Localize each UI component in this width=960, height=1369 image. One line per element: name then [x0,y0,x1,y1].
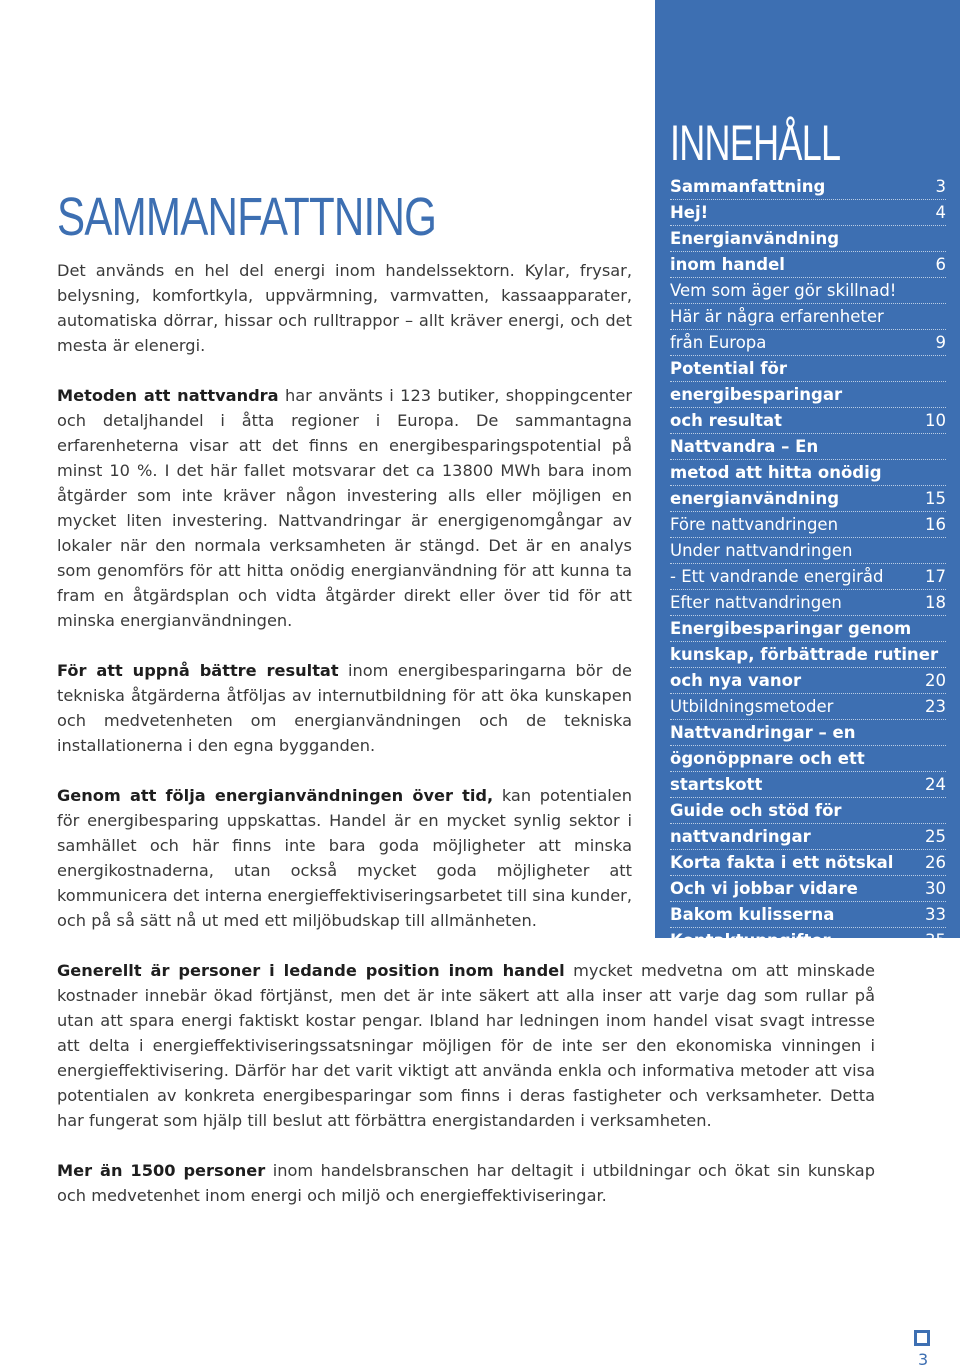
toc-entry[interactable] [670,304,946,330]
toc-entry-title: energibesparingar [670,385,843,404]
toc-entry[interactable] [670,772,946,798]
toc-entry-page: 9 [935,333,946,352]
toc-entry-page: 17 [925,567,946,586]
paragraph-follow-up [57,783,632,933]
paragraph-results [57,658,632,758]
toc-entry-page: 3 [935,177,946,196]
toc-entry-title: inom handel [670,255,785,274]
toc-entry[interactable] [670,460,946,486]
toc-entry-title: Hej! [670,203,709,222]
toc-entry[interactable] [670,694,946,720]
toc-entry-page: 33 [925,905,946,924]
toc-entry-page: 15 [925,489,946,508]
summary-wide [57,958,875,1233]
toc-entry-title: och nya vanor [670,671,802,690]
toc-list [670,174,946,954]
toc-entry-page: 23 [925,697,946,716]
toc-entry[interactable] [670,512,946,538]
toc-entry-title: Energibesparingar genom [670,619,912,638]
toc-entry-title: Guide och stöd för [670,801,842,820]
toc-entry[interactable] [670,616,946,642]
toc-entry[interactable] [670,928,946,954]
toc-entry-page: 30 [925,879,946,898]
toc-entry-title: Korta fakta i ett nötskal [670,853,894,872]
toc-entry[interactable] [670,642,946,668]
toc-entry[interactable] [670,746,946,772]
toc-entry[interactable] [670,408,946,434]
toc-entry-title: Nattvandra – En [670,437,819,456]
toc-entry-title: Under nattvandringen [670,541,853,560]
toc-entry[interactable] [670,798,946,824]
toc-entry[interactable] [670,538,946,564]
toc-entry-page: 26 [925,853,946,872]
paragraph-lead: Mer än 1500 personer [57,1161,266,1180]
toc-entry-title: kunskap, förbättrade rutiner [670,645,939,664]
paragraph-text: Det används en hel del energi inom handelssektorn. Kylar, frysar, belysning, komfortkyla, uppvärmning, varmvatten, kassaapparater, automatiska dörrar, hissar och rulltrappor – allt kräver energi, och det mesta är elenergi. [57,261,632,355]
toc-entry-title: Utbildningsmetoder [670,697,834,716]
toc-entry-page: 25 [925,827,946,846]
toc-entry[interactable] [670,590,946,616]
toc-entry[interactable] [670,876,946,902]
toc-entry-title: nattvandringar [670,827,811,846]
toc-entry-page: 35 [925,931,946,950]
toc-entry-title: från Europa [670,333,767,352]
toc-entry-title: Energianvändning [670,229,840,248]
toc-entry[interactable] [670,330,946,356]
paragraph-text: mycket medvetna om att minskade kostnader innebär ökad förtjänst, men det är inte säkert att alla inser att varje dag som rullar på utan att spara energi faktiskt kostar pengar. Ibland har ledningen inom handel visat svagt intresse att delta i energieffektiviseringssatsningar möjligen för de inte ser den ekonomiska vinningen i energieffektivisering. Därför har det varit viktigt att använda enkla och informativa metoder att visa potentialen av konkreta energibesparingar som finns i deras fastigheter och verksamheter. Detta har fungerat som hjälp till beslut att förbättra energistandarden i verksamheten. [57,961,875,1130]
paragraph-training [57,1158,875,1208]
toc-entry-page: 16 [925,515,946,534]
toc-entry-title: energianvändning [670,489,840,508]
paragraph-lead: Generellt är personer i ledande position inom handel [57,961,565,980]
paragraph-text: har använts i 123 butiker, shoppingcenter och detaljhandel i åtta regioner i Europa. De sammantagna erfarenheterna visar att det finns en energibesparingspotential på minst 10 %. I det här fallet motsvarar det ca 13800 MWh bara inom åtgärder som inte kräver någon investering alls eller möjligen en mycket liten investering. Nattvandringar är energigenomgångar av lokaler när den normala verksamheten är stängd. Det är en analys som genomförs för att hitta onödig energianvändning för att kunna ta fram en åtgärdsplan och vidta åtgärder direkt eller över tid för att minska energianvändningen. [57,386,633,630]
paragraph-text: inom handelsbranschen har deltagit i utbildningar och ökat sin kunskap och medvetenhet inom energi och miljö och energieffektiviseringar. [57,1161,875,1205]
toc-entry[interactable] [670,174,946,200]
paragraph-intro [57,258,632,358]
toc-entry-title: Potential för [670,359,787,378]
summary-column [57,258,632,958]
toc-entry[interactable] [670,356,946,382]
paragraph-text: kan potentialen för energibesparing uppskattas. Handel är en mycket synlig sektor i samhället och här finns inte bara goda möjligheter att minska energikostnaderna, utan också mycket goda möjligheter att kommunicera det interna energieffektiviseringsarbetet till sina kunder, och på så sätt nå ut med ett miljöbudskap till allmänheten. [57,786,632,930]
toc-entry-page: 6 [935,255,946,274]
toc-title: INNEHÅLL [670,115,841,171]
toc-entry-title: Före nattvandringen [670,515,839,534]
toc-entry[interactable] [670,434,946,460]
toc-entry-title: Kontaktuppgifter [670,931,831,950]
toc-entry-title: Vem som äger gör skillnad! [670,281,897,300]
page-title: SAMMANFATTNING [57,187,437,247]
table-of-contents [655,0,960,950]
toc-entry-page: 10 [925,411,946,430]
paragraph-management [57,958,875,1133]
paragraph-text: inom energibesparingarna bör de tekniska åtgärderna åtföljas av internutbildning för att öka kunskapen och medvetenheten om energianvändningen och de tekniska installationerna i den egna bygganden. [57,661,632,755]
toc-entry-page: 18 [925,593,946,612]
toc-entry-page: 4 [935,203,946,222]
toc-entry-title: - Ett vandrande energiråd [670,567,884,586]
toc-entry-title: Efter nattvandringen [670,593,842,612]
toc-entry[interactable] [670,902,946,928]
paragraph-method [57,383,632,633]
toc-entry-title: Sammanfattning [670,177,826,196]
toc-entry-title: Och vi jobbar vidare [670,879,858,898]
toc-entry[interactable] [670,382,946,408]
toc-entry[interactable] [670,720,946,746]
toc-entry-page: 20 [925,671,946,690]
toc-entry-title: Nattvandringar – en [670,723,856,742]
paragraph-lead: För att uppnå bättre resultat [57,661,339,680]
toc-entry[interactable] [670,850,946,876]
square-icon [914,1330,930,1346]
toc-entry[interactable] [670,252,946,278]
toc-entry-title: ögonöppnare och ett [670,749,865,768]
toc-entry[interactable] [670,278,946,304]
toc-entry[interactable] [670,824,946,850]
paragraph-lead: Genom att följa energianvändningen över tid, [57,786,494,805]
toc-entry[interactable] [670,486,946,512]
toc-entry-title: och resultat [670,411,783,430]
toc-entry-title: metod att hitta onödig [670,463,882,482]
toc-entry-title: Bakom kulisserna [670,905,835,924]
toc-entry[interactable] [670,200,946,226]
toc-entry-title: Här är några erfarenheter [670,307,884,326]
page-number: 3 [918,1350,929,1369]
paragraph-lead: Metoden att nattvandra [57,386,279,405]
toc-entry-page: 24 [925,775,946,794]
toc-entry[interactable] [670,668,946,694]
toc-entry[interactable] [670,564,946,590]
toc-entry-title: startskott [670,775,763,794]
toc-entry[interactable] [670,226,946,252]
